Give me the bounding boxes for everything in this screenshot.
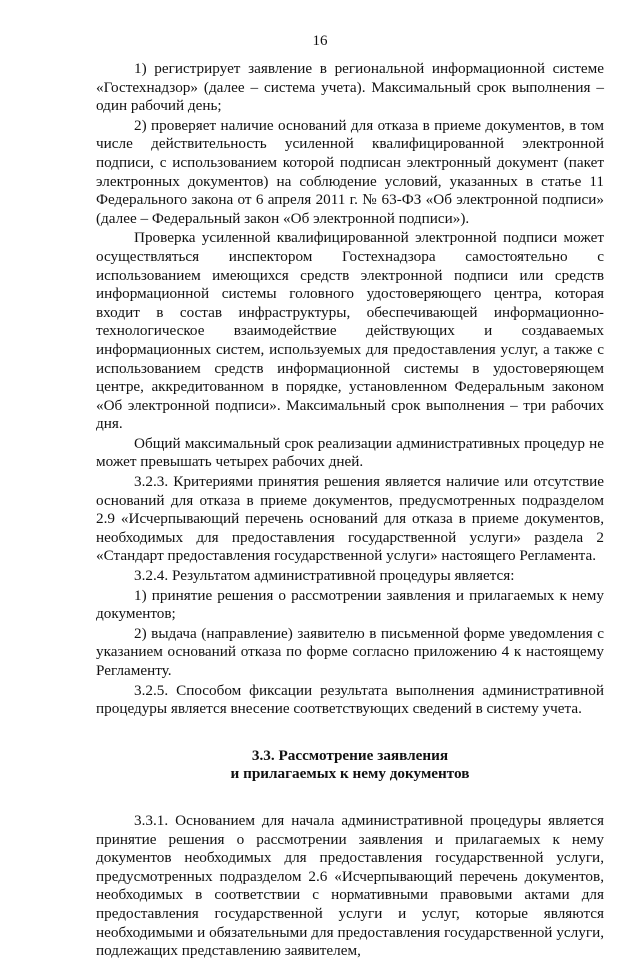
- paragraph-3-2-4-item-2: 2) выдача (направление) заявителю в письменной форме уведомления с указанием оснований отказа по форме согласно приложению 4 к настоящему Регламенту.: [96, 624, 604, 679]
- section-heading-3-3: [96, 747, 604, 784]
- paragraph-total-term: Общий максимальный срок реализации административных процедур не может превышать четырех рабочих дней.: [96, 434, 604, 471]
- document-body: [96, 60, 604, 962]
- paragraph-3-2-5: 3.2.5. Способом фиксации результата выполнения административной процедуры является внесение соответствующих сведений в систему учета.: [96, 681, 604, 718]
- paragraph-signature-verification: Проверка усиленной квалифицированной электронной подписи может осуществляться инспектором Гостехнадзора самостоятельно с использованием имеющихся средств электронной подписи или средств информационной системы головного удостоверяющего центра, которая входит в состав инфраструктуры, обеспечивающей информационно-технологическое взаимодействие действующих и создаваемых информационных систем, используемых для предоставления услуг, а также с использованием средств информационной системы в удостоверяющем центре, аккредитованном в порядке, установленном Федеральным законом «Об электронной подписи». Максимальный срок выполнения – три рабочих дня.: [96, 229, 604, 433]
- page-number: 16: [312, 33, 328, 49]
- section-heading-line-2: и прилагаемых к нему документов: [230, 765, 470, 783]
- section-heading-line-1: 3.3. Рассмотрение заявления: [251, 746, 449, 764]
- paragraph-3-2-4-item-1: 1) принятие решения о рассмотрении заявления и прилагаемых к нему документов;: [96, 586, 604, 623]
- paragraph-item-1-register: 1) регистрирует заявление в региональной информационной системе «Гостехнадзор» (далее – система учета). Максимальный срок выполнения – один рабочий день;: [96, 60, 604, 115]
- paragraph-3-2-4: 3.2.4. Результатом административной процедуры является:: [134, 567, 515, 585]
- paragraph-3-3-1: 3.3.1. Основанием для начала административной процедуры является принятие решения о рассмотрении заявления и прилагаемых к нему документов необходимых для предоставления государственной услуги, предусмотренных подразделом 2.6 «Исчерпывающий перечень документов, необходимых в соответствии с нормативными правовыми актами для предоставления государственной услуги и услуг, которые являются необходимыми и обязательными для предоставления государственной услуги, подлежащих представлению заявителем,: [96, 811, 604, 960]
- paragraph-item-2-check: 2) проверяет наличие оснований для отказа в приеме документов, в том числе действительность усиленной квалифицированной электронной подписи, с использованием которой подписан электронный документ (пакет электронных документов) на соблюдение условий, указанных в статье 11 Федерального закона от 6 апреля 2011 г. № 63-ФЗ «Об электронной подписи» (далее – Федеральный закон «Об электронной подписи»).: [96, 116, 604, 227]
- paragraph-3-2-3: 3.2.3. Критериями принятия решения является наличие или отсутствие оснований для отказа в приеме документов, предусмотренных подразделом 2.9 «Исчерпывающий перечень оснований для отказа в приеме документов, необходимых для предоставления государственной услуги» раздела 2 «Стандарт предоставления государственной услуги» настоящего Регламента.: [96, 473, 604, 565]
